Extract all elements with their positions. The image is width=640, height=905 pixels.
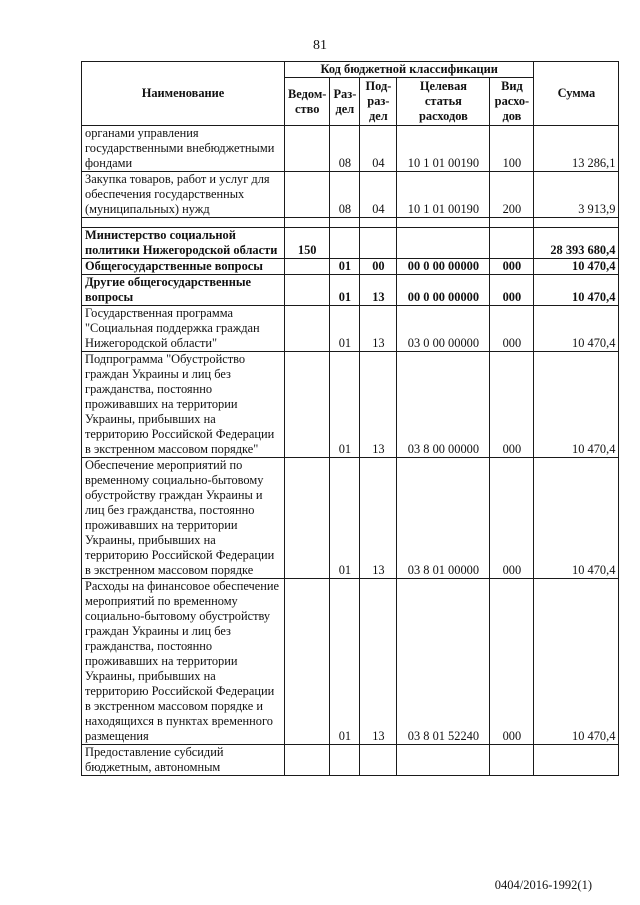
row-sum: 10 470,4 [534,259,619,275]
row-target: 10 1 01 00190 [397,126,490,172]
row-type [490,745,534,776]
table-row [82,126,619,172]
row-type: 000 [490,458,534,579]
row-type: 100 [490,126,534,172]
row-name: Обеспечение мероприятий по временному социально-бытовому обустройству граждан Украины и лиц без гражданства, постоянно проживавших на территории Украины, прибывших на территорию Российской Федерации в экстренном массовом порядке [82,458,285,579]
row-subsection: 13 [360,306,397,352]
row-type [490,228,534,259]
row-section: 01 [330,458,360,579]
row-name: Общегосударственные вопросы [82,259,285,275]
row-department [285,352,330,458]
row-type: 200 [490,172,534,218]
table-row [82,228,619,259]
row-type: 000 [490,275,534,306]
row-name: Государственная программа "Социальная поддержка граждан Нижегородской области" [82,306,285,352]
row-sum [534,745,619,776]
row-type: 000 [490,579,534,745]
table-row [82,352,619,458]
row-department: 150 [285,228,330,259]
row-sum: 3 913,9 [534,172,619,218]
spacer-row [82,218,619,228]
table-row [82,745,619,776]
row-target [397,228,490,259]
header-type: Вид расхо- дов [490,78,534,126]
header-code-group: Код бюджетной классификации [285,62,534,78]
row-target: 00 0 00 00000 [397,259,490,275]
table-row [82,172,619,218]
row-name: органами управления государственными внебюджетными фондами [82,126,285,172]
row-department [285,172,330,218]
row-sum: 10 470,4 [534,579,619,745]
row-subsection [360,228,397,259]
row-section: 08 [330,172,360,218]
row-target: 03 8 00 00000 [397,352,490,458]
row-department [285,126,330,172]
row-subsection: 13 [360,579,397,745]
row-subsection: 13 [360,458,397,579]
table-row [82,306,619,352]
row-section: 01 [330,306,360,352]
row-name: Другие общегосударственные вопросы [82,275,285,306]
row-section [330,745,360,776]
row-subsection: 04 [360,126,397,172]
row-target [397,745,490,776]
row-department [285,745,330,776]
row-target: 03 8 01 52240 [397,579,490,745]
row-sum: 13 286,1 [534,126,619,172]
row-department [285,259,330,275]
row-name: Предоставление субсидий бюджетным, автономным [82,745,285,776]
row-subsection: 13 [360,352,397,458]
header-department: Ведом- ство [285,78,330,126]
row-sum: 10 470,4 [534,275,619,306]
document-number: 0404/2016-1992(1) [494,878,592,892]
row-section: 01 [330,352,360,458]
row-subsection: 00 [360,259,397,275]
header-name: Наименование [82,62,285,126]
row-subsection [360,745,397,776]
row-sum: 10 470,4 [534,306,619,352]
row-subsection: 04 [360,172,397,218]
table-row [82,579,619,745]
table-row [82,275,619,306]
row-name: Министерство социальной политики Нижегородской области [82,228,285,259]
row-target: 10 1 01 00190 [397,172,490,218]
row-target: 03 0 00 00000 [397,306,490,352]
header-sum: Сумма [534,62,619,126]
row-target: 03 8 01 00000 [397,458,490,579]
row-type: 000 [490,352,534,458]
row-department [285,306,330,352]
row-name: Расходы на финансовое обеспечение мероприятий по временному социально-бытовому обустройству граждан Украины и лиц без гражданства, постоянно проживавших на территории Украины, прибывших на территорию Российской Федерации в экстренном массовом порядке и находящихся в пунктах временного размещения [82,579,285,745]
row-target: 00 0 00 00000 [397,275,490,306]
row-section [330,228,360,259]
row-department [285,579,330,745]
row-section: 08 [330,126,360,172]
row-sum: 10 470,4 [534,458,619,579]
row-section: 01 [330,259,360,275]
row-department [285,275,330,306]
header-subsection: Под- раз- дел [360,78,397,126]
table-row [82,259,619,275]
row-section: 01 [330,579,360,745]
header-section: Раз- дел [330,78,360,126]
row-section: 01 [330,275,360,306]
row-sum: 10 470,4 [534,352,619,458]
row-department [285,458,330,579]
row-subsection: 13 [360,275,397,306]
row-type: 000 [490,259,534,275]
table-row [82,458,619,579]
budget-classification-table [81,61,619,776]
row-name: Закупка товаров, работ и услуг для обеспечения государственных (муниципальных) нужд [82,172,285,218]
page-number: 81 [313,38,327,53]
row-name: Подпрограмма "Обустройство граждан Украины и лиц без гражданства, постоянно проживавших на территории Украины, прибывших на территорию Российской Федерации в экстренном массовом порядке" [82,352,285,458]
header-target: Целевая статья расходов [397,78,490,126]
row-sum: 28 393 680,4 [534,228,619,259]
row-type: 000 [490,306,534,352]
